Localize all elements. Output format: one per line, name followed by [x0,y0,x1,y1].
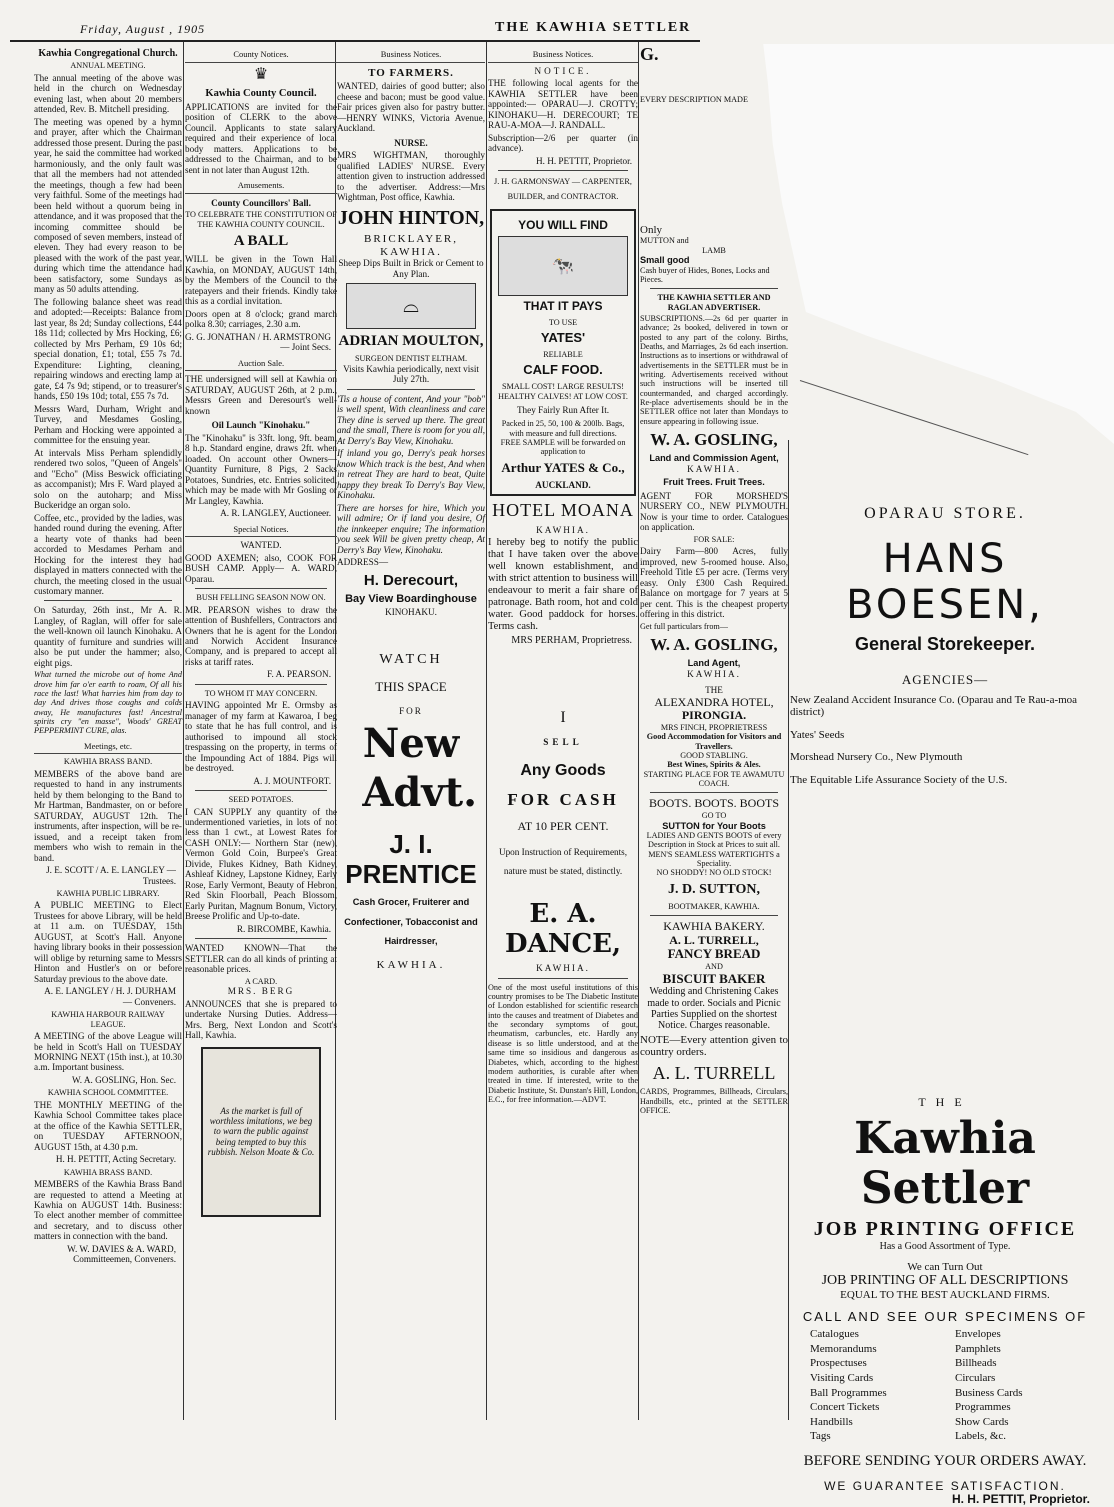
notice-title: KAWHIA HARBOUR RAILWAY LEAGUE. [51,1010,165,1029]
notice-text: THE undersigned will sell at Kawhia on SATURDAY, AUGUST 26th, at 2 p.m., Messrs Green and Deresourt's well-known [185,374,337,416]
hotel-name: HOTEL MOANA [492,500,634,521]
oparau-store: OPARAU STORE. [864,505,1026,522]
dentist-name: ADRIAN MOULTON, [338,333,484,350]
column-5 [640,44,788,1117]
notice-text: Doors open at 8 o'clock; grand march polka 8.30; carriages, 2.30 a.m. [185,308,337,330]
notice-text: A MEETING of the above League will be held in Scott's Hall on TUESDAY MORNING NEXT (15th inst.), at 10.30 a.m. Important business. [34,1031,182,1073]
divider [498,978,628,979]
seamless-text: MEN'S SEAMLESS WATERTIGHTS a Speciality. [648,849,780,869]
notice-signature: H. H. PETTIT, Acting Secretary. [55,1154,176,1165]
column-4 [488,44,638,1106]
partial-mutton: MUTTON and [640,236,689,246]
gosling-name-2: W. A. GOSLING, [650,634,778,654]
notice-title: SEED POTATOES. [228,795,294,805]
prentice-place: KAWHIA. [376,959,446,972]
notice-name: MRS. BERG [227,986,295,997]
specimen-item: Envelopes [955,1328,1001,1341]
storekeeper-title: General Storekeeper. [854,634,1036,655]
notice-text: A PUBLIC MEETING to Elect Trustees for above Library, will be held at 11 a.m. on TUESDAY, 15th AUGUST, at Scott's Hall. Anyone having library books in their possession will oblige by returning same to Messrs Hinton and Hustler's on or before Saturday previous to the above date. [34,900,182,984]
notice-text: Visits Kawhia periodically, next visit July 27th. [343,363,479,385]
address-label: ADDRESS— [337,557,389,568]
partial-lamb: LAMB [702,245,726,255]
bootmaker-text: BOOTMAKER, KAWHIA. [668,901,760,911]
assortment-text: Has a Good Assortment of Type. [879,1241,1011,1253]
section-heading: Amusements. [185,181,337,194]
land-agent-place: KAWHIA. [687,668,741,679]
notice-text: HAVING appointed Mr E. Ormsby as manager of my farm at Kawaroa, I beg to state that he has full control, and is authorised to impound all stock trespassing on the property, in terms of the Impounding Act of 1884. Pigs will be destroyed. [185,700,337,774]
fancy-bread: FANCY BREAD [667,946,761,962]
divider [44,600,172,601]
specimen-item: Ball Programmes [810,1386,887,1399]
notice-text: I CAN SUPPLY any quantity of the undermentioned varieties, in lots of not less than 1 cwt., at Lowest Rates for CASH ONLY:— Northern Star (new), Vermon Gold Coin, Burpee's Great Divide, Flukes Kidney, Bath Kidney, Ashleaf Kidney, Lapstone Kidney, Early Rose, Early Vermont, Beauty of Hebron, Red Skin Floorball, Peach Blossom, Early Puritan, Magnum Bonum, Victory, Breese Prolific and Up-to-date. [185,806,337,922]
agency-item: Morshead Nursery Co., New Plymouth [790,751,963,764]
advert-poem: 'Tis a house of content, And your "bob" is well spent, With cleanliness and care They dine is served up there. The great and the small, There is room for you all, At Derry's Bay View, Kinohaku. [337,393,485,446]
guarantee-text: WE GUARANTEE SATISFACTION. [824,1478,1066,1493]
dance-name: E. A. DANCE, [504,899,622,959]
particulars-text: Get full particulars from— [640,621,728,631]
advert-poem: If inland you go, Derry's peak horses know Which track is the best, And when in retreat They are hard to beat, Quite happy they break To Derry's Bay View, Kinohaku. [337,448,485,501]
specimen-item: Visiting Cards [810,1372,874,1384]
sell-i: I [560,709,566,727]
specimen-item: Pamphlets [955,1342,1001,1355]
new-text: New [362,719,460,767]
notice-title: NOTICE. [534,65,592,76]
boardinghouse-place: KINOHAKU. [385,607,437,618]
yates-free: FREE SAMPLE will be forwarded on application to [500,438,626,457]
divider [650,288,778,289]
section-heading: County Notices. [185,50,337,63]
section-heading: Auction Sale. [185,359,337,372]
section-heading: Business Notices. [488,50,638,63]
specimen-item: Tags [810,1430,831,1443]
for-text: FOR [399,706,423,717]
divider [195,684,327,685]
divider [498,170,628,171]
agent-text: AGENT FOR MORSHED'S NURSERY CO., NEW PLYMOUTH. Now is your time to order. Catalogues on application. [640,490,788,533]
notice-title: KAWHIA SCHOOL COMMITTEE. [47,1088,169,1098]
notice-signature: A. R. LANGLEY, Auctioneer. [220,508,331,519]
sutton-text: LADIES AND GENTS BOOTS of every Description in Stock at Prices to suit all. [646,830,782,850]
percent-text: AT 10 PER CENT. [517,818,609,833]
pirongia: PIRONGIA. [681,708,747,723]
issue-date: Friday, August , 1905 [80,22,206,36]
council-title: Kawhia County Council. [205,87,317,99]
notice-text: MRS WIGHTMAN, thoroughly qualified LADIES' NURSE. Every attention given to instruction addressed to the advertiser. Address:—Mrs Wightman, Post office, Kawhia. [337,150,485,203]
agencies-heading: AGENCIES— [901,671,989,687]
boesen-name: HANS BOESEN, [846,536,1044,628]
notice-signature: J. E. SCOTT / A. E. LANGLEY — Trustees. [46,865,176,886]
notice-title: KAWHIA BRASS BAND. [63,1167,153,1177]
equal-text: EQUAL TO THE BEST AUCKLAND FIRMS. [840,1289,1050,1302]
job-descriptions: JOB PRINTING OF ALL DESCRIPTIONS [821,1273,1069,1289]
notice-title: BUSH FELLING SEASON NOW ON. [196,593,326,603]
article-paragraph: The annual meeting of the above was held in the church on Wednesday evening last, when about 20 members attended, Rev. B. Mitchell presiding. [34,72,182,115]
settler-terms: SUBSCRIPTIONS.—2s 6d per quarter in advance; 2s booked, delivered in town or posted to any part of the colony. Births, Deaths, and Marriages, 2s 6d each insertion. Instructions as to insertions or withdrawal of advertisements in the SETTLER must be in writing. Advertisements received without such instructions will be inserted till countermanded, and charged accordingly. Re-place advertisements should be in the SETTLER office not later than Mondays to ensure appearing in following issue. [640,313,788,426]
torn-gap [640,104,788,224]
specimen-item: Business Cards [955,1386,1023,1399]
notice-text: WANTED, dairies of good butter; also cheese and bacon; must be good value. Fair prices given also for pastry butter.—HENRY WINKS, Victoria Avenue, Auckland. [337,81,485,134]
agency-item: Yates' Seeds [790,728,845,741]
shoddy-text: NO SHODDY! NO OLD STOCK! [656,868,772,878]
specimen-item: Circulars [955,1372,996,1384]
specimen-item: Show Cards [955,1415,1009,1428]
specimen-item: Billheads [955,1357,997,1370]
notice-signature: W. A. GOSLING, Hon. Sec. [71,1074,176,1085]
article-paragraph: Coffee, etc., provided by the ladies, was handed round during the evening. After a hearty vote of thanks had been accorded to Mesdames Perham and Hocking for the interest they had displayed in matters connected with the church, the meeting closed in the usual customary manner. [34,512,182,596]
turn-out-text: We can Turn Out [907,1260,983,1273]
hotel-place: KAWHIA. [536,524,590,535]
turrell-name-2: A. L. TURRELL [652,1062,776,1083]
section-heading: Business Notices. [337,50,485,63]
specimen-item: Labels, &c. [955,1430,1007,1443]
column-1 [34,44,182,1268]
section-heading: Meetings, etc. [34,742,182,755]
and-text: AND [705,962,723,972]
land-agent: Land Agent, [687,658,741,669]
specimens-list [790,1328,1100,1442]
divider [195,588,327,589]
yates-use: TO USE [548,317,578,327]
ball-title: County Councillors' Ball. [211,197,311,208]
any-goods: Any Goods [520,761,606,779]
divider [195,938,327,939]
dance-place: KAWHIA. [536,963,590,974]
yates-reliable: RELIABLE [543,350,583,360]
the-text: THE [705,685,723,696]
notice-title: KAWHIA PUBLIC LIBRARY. [56,889,160,899]
specimen-item: Catalogues [810,1328,859,1341]
church-title: Kawhia Congregational Church. [38,48,178,59]
agency-item: The Equitable Life Assurance Society of the U.S. [790,773,1008,786]
yates-small: SMALL COST! LARGE RESULTS! HEALTHY CALVES! AT LOW COST. [498,382,628,401]
accommodation-text: Good Accommodation for Visitors and Travellers. [646,732,782,751]
for-cash: FOR CASH [507,790,619,810]
before-sending: BEFORE SENDING YOUR ORDERS AWAY. [803,1452,1087,1469]
fruit-trees: Fruit Trees. Fruit Trees. [663,477,765,488]
specimen-item: Prospectuses [810,1357,867,1370]
hinton-name: JOHN HINTON, [337,206,485,229]
turrell-name: A. L. TURRELL, [669,932,759,947]
article-paragraph: The meeting was opened by a hymn and prayer, after which the Chairman addressed those present. During the past year, he said the committee had worked harmoniously, and the only fault was that all the members had not attended the meetings, though a few had been very faithful. Some of the meetings had been held without a quorum being in attendance, and it was proposed that the incoming committee should be composed of seven members, instead of eleven. They had every reason to be pleased with the work of the past year, during which time the attendance had been satisfactory, some Sundays as many as 50 adults attending. [34,116,182,295]
advert-poem: There are horses for hire, Which you will admire; Or if land you desire, Of the innkeeper enquire; The information you seek Will be given pretty cheap, At Derry's Bay View, Kinohaku. [337,502,485,555]
article-paragraph: On Saturday, 26th inst., Mr A. R. Langley, of Raglan, will offer for sale the well-known oil launch Kinohaku. A quantity of furniture and sundries will also be put under the hammer; also, eight pigs. [34,605,182,668]
yates-packed: Packed in 25, 50, 100 & 200lb. Bags, with measure and full directions. [501,419,625,438]
notice-title: WANTED. [240,540,282,551]
partial-only: Only [640,223,662,236]
launch-name: Oil Launch "Kinohaku." [211,420,311,431]
note-text: NOTE—Every attention given to country orders. [640,1033,788,1059]
article-paragraph: At intervals Miss Perham splendidly rendered two solos, "Queen of Angels" and "Echo" (Miss Beswick officiating as accompanist); Mrs F. Ward played a solo on the autoharp; and Miss Buckeridge an organ solo. [34,447,182,511]
coat-of-arms-icon: ♛ [253,65,269,83]
dentist-subtitle: SURGEON DENTIST ELTHAM. [354,354,468,364]
specimen-item: Handbills [810,1415,853,1428]
column-3 [337,44,485,972]
space-text: THIS SPACE [375,678,447,694]
dentures-image: ⌓ [346,283,476,329]
upon-text: Upon Instruction of Requirements, nature must be stated, distinctly. [498,847,628,876]
partial-small: Small good [640,255,690,266]
notice-text: MEMBERS of the Kawhia Brass Band are requested to attend a Meeting at Kawhia on AUGUST 14th. Business: To elect another member of committee and secretary, and to discuss other matters in connection with the band. [34,1179,182,1242]
hotel-signature: MRS PERHAM, Proprietress. [511,634,632,646]
notice-signature: W. W. DAVIES & A. WARD, Committeemen, Conveners. [67,1243,176,1265]
column-divider [788,440,789,1420]
nelson-moate-seal-image [201,1047,321,1217]
yates-calf-food: CALF FOOD. [523,362,603,378]
hides-text: Cash buyer of Hides, Bones, Locks and Pieces. [640,265,770,284]
article-paragraph: The following balance sheet was read and adopted:—Receipts: Balance from last year, 8s 2d; Sunday collections, £44 18s 11d; collected by Mrs Hocking, £6; collected by Mrs Perham, £9 10s 6d; special donation, £1; total, £55 7s 7d. Expenditure: Lighting, cleaning, repairing windows and erecting lamp at gate, £4 7s 9d; stipend, or to treasurer's hands, £50 19s 10d; total, £55 7s 7d. [34,296,182,402]
agency-item: New Zealand Accident Insurance Co. (Oparau and Te Rau-a-moa district) [790,693,1078,719]
notice-title: NURSE. [394,137,428,148]
sell-text: SELL [543,737,583,748]
boardinghouse-name: Bay View Boardinghouse [345,592,477,605]
notice-text: APPLICATIONS are invited for the position of CLERK to the above Council. Applicants to state salary required and their experience of local body matters. Applications to be addressed to the Chairman, and to be sent in not later than August 12th. [185,101,337,175]
notice-signature: A. E. LANGLEY / H. J. DURHAM — Conveners. [44,986,176,1007]
spacer [790,796,1100,1096]
partial-every: EVERY DESCRIPTION MADE [640,94,748,104]
paper-title: THE KAWHIA SETTLER [495,20,692,35]
sutton-name: J. D. SUTTON, [668,881,760,897]
yates-advert [490,209,636,497]
sutton-headline: SUTTON for Your Boots [662,820,766,831]
watch-text: WATCH [379,651,443,667]
divider [347,389,475,390]
header-rule [10,40,700,42]
seal-text: As the market is full of worthless imitations, we beg to warn the public against being tempted to buy this rubbish. Nelson Moate & Co. [207,1105,315,1157]
section-heading: Special Notices. [185,525,337,538]
notice-text: Subscription—2/6 per quarter (in advance). [488,132,638,154]
yates-name: YATES' [540,330,586,346]
job-printing-office: JOB PRINTING OFFICE [813,1218,1077,1241]
notice-title: TO WHOM IT MAY CONCERN. [204,688,318,698]
boots-headline: BOOTS. BOOTS. BOOTS [648,796,780,811]
column-divider [638,42,639,1420]
notice-title: KAWHIA BRASS BAND. [63,757,153,767]
diabetes-article: One of the most useful institutions of this country promises to be The Diabetic Institute of London established for scientific research into the causes and treatment of Diabetes and the secondary symptoms of gout, rheumatism, carbuncles, etc. Hardly any disease is so little understood, and at the same time so insidious and dangerous as Diabetes, which, according to the highest modern authorities, is curable after when treated in time. If interested, write to the Diabetic Institute, St. Dunstan's Hill, London, E.C., for free information.—ADVT. [488,982,638,1104]
finch-text: MRS FINCH, PROPRIETRESS [660,723,768,733]
specimens-heading: CALL AND SEE OUR SPECIMENS OF [802,1308,1088,1324]
advert-poem: What turned the microbe out of home And drove him far o'er earth to roam, Of all his race the last! What harries him from day to day And drives those coughs and colds away, He manufactures fast! Ancestral spirits cry "en masse", Woods' GREAT PEPPERMINT CURE, alas. [34,670,182,736]
notice-text: Sheep Dips Built in Brick or Cement to Any Plan. [338,258,484,279]
specimen-item: Memorandums [810,1342,877,1355]
yates-pays: THAT IT PAYS [523,299,603,314]
coach-text: STARTING PLACE FOR TE AWAMUTU COACH. [643,769,785,789]
pettit-proprietor: H. H. PETTIT, Proprietor. [951,1492,1090,1507]
notice-title: A CARD. [244,976,278,986]
notice-signature: A. J. MOUNTFORT. [253,775,331,786]
kawhia-settler-title: Kawhia Settler [854,1113,1036,1215]
notice-text: GOOD AXEMEN; also, COOK FOR BUSH CAMP. Apply— A. WARD, Oparau. [185,552,337,584]
notice-text: MR. PEARSON wishes to draw the attention of Bushfellers, Contractors and Owners that he is agent for the London and Norwich Accident Insurance Company, and is prepared to accept all risks at tariff rates. [185,604,337,667]
notice-signature: G. G. JONATHAN / H. ARMSTRONG — Joint Secs. [185,331,331,353]
calves-image: 🐄 [498,236,628,296]
for-sale-text: Dairy Farm—800 Acres, fully improved, new 5-roomed house. Also, Freehold Title £5 per acre. (Terms very easy. Only £300 Cash Required. Balance on mortgage for 7 years at 5 per cent. This is the cheapest property offering in this district. [640,546,788,620]
agencies-list [790,694,1100,787]
carpenter-advert: J. H. GARMONSWAY — CARPENTER, BUILDER, and CONTRACTOR. [494,177,632,201]
settler-title: THE KAWHIA SETTLER AND RAGLAN ADVERTISER. [657,293,771,312]
yates-city: AUCKLAND. [535,479,591,490]
specimen-item: Concert Tickets [810,1401,880,1414]
divider [650,915,778,916]
column-divider [183,42,184,1420]
notice-signature: F. A. PEARSON. [267,669,331,680]
notice-text: WANTED KNOWN—That the SETTLER can do all kinds of printing at reasonable prices. [185,943,337,975]
gosling-subtitle: Land and Commission Agent, [649,453,779,464]
notice-text: THE following local agents for the KAWHIA SETTLER have been appointed:— OPARAU—J. CROTTY; KINOHAKU—H. DERECOURT; TE RAU-A-MOA—J. RANDALL. [488,78,638,131]
column-2 [185,44,337,1223]
derecourt-name: H. Derecourt, [363,571,459,589]
gosling-name: W. A. GOSLING, [650,430,778,450]
stabling-text: GOOD STABLING. [680,751,748,761]
bakery-name: KAWHIA BAKERY. [663,919,765,933]
advt-text: Advt. [362,769,477,817]
notice-text: WILL be given in the Town Hall Kawhia, on MONDAY, AUGUST 14th, by the Members of the Council to the ratepayers and their friends. Kindly take this as a cordial invitation. [185,254,337,307]
yates-company: Arthur YATES & Co., [501,459,625,475]
gosling-place: KAWHIA. [687,463,741,474]
yates-headline: YOU WILL FIND [518,217,608,232]
notice-text: MEMBERS of the above band are requested to hand in any instruments held by them belonging to the Band to Mr Hartman, Bandmaster, on or before SATURDAY, AUGUST 12th. The instruments, after inspection, will be re-issued, and a receipt taken from members who wish to remain in the band. [34,768,182,863]
yates-run: They Fairly Run After It. [516,404,610,415]
column-divider [486,42,487,1420]
notice-title: TO FARMERS. [368,66,454,79]
go-to-text: GO TO [701,811,727,821]
specimen-item: Programmes [955,1401,1011,1414]
spacer [488,649,638,709]
column-6 [790,505,1100,1507]
tear-line [800,380,1029,455]
notice-signature: H. H. PETTIT, Proprietor. [535,155,632,166]
notice-text: ANNOUNCES that she is prepared to undertake Nursing Duties. Address— Mrs. Berg, Next London and Scott's Hall, Kawhia. [185,998,337,1041]
notice-text: The "Kinohaku" is 33ft. long, 9ft. beam, 8 h.p. Standard engine, draws 2ft. when loaded. On account other Owners— Quantity Furniture, 8 Pigs, 2 Sacks Potatoes, Sundries, etc. Entries solicited, which may be made with Mr Gosling or Mr Langley, Kawhia. [185,432,337,506]
hotel-text: I hereby beg to notify the public that I have taken over the above well known establishment, and with strict attention to business will endeavour to merit a fair share of patronage. Bath room, hot and cold water. Good paddock for horses. Terms cash. [488,537,638,632]
prentice-trade: Cash Grocer, Fruiterer and Confectioner, Tobacconist and Hairdresser, [344,897,478,946]
the-text: THE [918,1095,972,1110]
wines-text: Best Wines, Spirits & Ales. [667,760,761,770]
biscuit-baker: BISCUIT BAKER [662,970,766,986]
article-paragraph: Messrs Ward, Durham, Wright and Turvey, and Mesdames Gosling, Perham and Hocking were appointed a committee for the ensuing year. [34,403,182,446]
prentice-name: J. I. PRENTICE [345,829,477,889]
notice-text: THE MONTHLY MEETING of the Kawhia School Committee takes place at the office of the Kawhia SETTLER, on TUESDAY AFTERNOON, AUGUST 15th, at 4.30 p.m. [34,1099,182,1152]
partial-g: G. [640,44,659,64]
spacer [337,618,485,652]
annual-meeting-heading: ANNUAL MEETING. [70,61,146,71]
ball-subtitle: TO CELEBRATE THE CONSTITUTION OF THE KAWHIA COUNTY COUNCIL. [185,210,337,229]
divider [195,790,327,791]
divider [650,792,778,793]
wedding-text: Wedding and Christening Cakes made to order. Socials and Picnic Parties Supplied on the shortest Notice. Charges reasonable. [647,986,781,1032]
ball-headline: A BALL [233,233,289,250]
cards-text: CARDS, Programmes, Billheads, Circulars, Handbills, etc., printed at the SETTLER OFFICE. [640,1087,788,1116]
hinton-trade: BRICKLAYER, KAWHIA. [363,233,459,258]
alexandra-hotel: ALEXANDRA HOTEL, [654,694,774,709]
for-sale-heading: FOR SALE: [693,534,735,544]
notice-signature: R. BIRCOMBE, Kawhia. [236,923,331,934]
